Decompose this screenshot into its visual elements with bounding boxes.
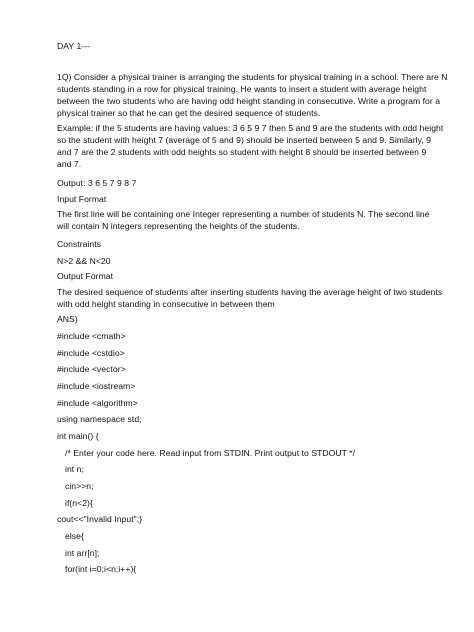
code-line: if(n<2){ bbox=[65, 498, 93, 508]
code-line: for(int i=0;i<n;i++){ bbox=[65, 564, 137, 574]
input-format-heading: Input Format bbox=[57, 194, 107, 204]
example-line-4: and 7. bbox=[57, 159, 82, 169]
question-line-2: students standing in a row for physical training. He wants to insert a student with average height bbox=[57, 84, 427, 94]
code-line: #include <cstdio> bbox=[57, 348, 125, 358]
constraints-value: N>2 && N<20 bbox=[57, 256, 111, 266]
code-line: int n; bbox=[65, 464, 84, 474]
code-line: #include <algorithm> bbox=[57, 398, 138, 408]
output-format-heading: Output Format bbox=[57, 271, 114, 281]
input-format-line-2: will contain N integers representing the heights of the students. bbox=[57, 221, 300, 231]
code-line: using namespace std; bbox=[57, 414, 142, 424]
code-line: int arr[n]; bbox=[65, 548, 100, 558]
input-format-line-1: The first line will be containing one Integer representing a number of students N. The second line bbox=[57, 209, 430, 219]
question-line-4: physical trainer so that he can get the desired sequence of students. bbox=[57, 108, 321, 118]
answer-heading: ANS) bbox=[57, 314, 78, 324]
constraints-heading: Constraints bbox=[57, 239, 102, 249]
code-line: int main() { bbox=[57, 431, 99, 441]
code-line: else{ bbox=[65, 531, 84, 541]
output-format-line-2: with odd height standing in consecutive in between them bbox=[57, 299, 275, 309]
code-line: #include <iostream> bbox=[57, 381, 136, 391]
question-line-1: 1Q) Consider a physical trainer is arranging the students for physical training in a school. There are N bbox=[57, 72, 448, 82]
example-line-3: and 7 are the 2 students with odd heights so student with height 8 should be inserted between 9 bbox=[57, 147, 427, 157]
output-format-line-1: The desired sequence of students after inserting students having the average height of two students bbox=[57, 287, 443, 297]
example-line-1: Example: if the 5 students are having values: 3 6 5 9 7 then 5 and 9 are the students with odd height bbox=[57, 123, 444, 133]
question-line-3: between the two students who are having odd height standing in consecutive. Write a program for a bbox=[57, 96, 441, 106]
code-comment-line: /* Enter your code here. Read input from STDIN. Print output to STDOUT */ bbox=[65, 448, 356, 458]
example-line-2: so the student with height 7 (average of 5 and 9) should be inserted between 5 and 9. Similarly, 9 bbox=[57, 135, 432, 145]
code-line: #include <cmath> bbox=[57, 331, 126, 341]
code-line: cout<<"Invalid Input";} bbox=[57, 514, 143, 524]
output-example: Output: 3 6 5 7 9 8 7 bbox=[57, 178, 137, 188]
code-line: #include <vector> bbox=[57, 364, 126, 374]
code-line: cin>>n; bbox=[65, 481, 94, 491]
day-heading: DAY 1--- bbox=[57, 41, 91, 51]
